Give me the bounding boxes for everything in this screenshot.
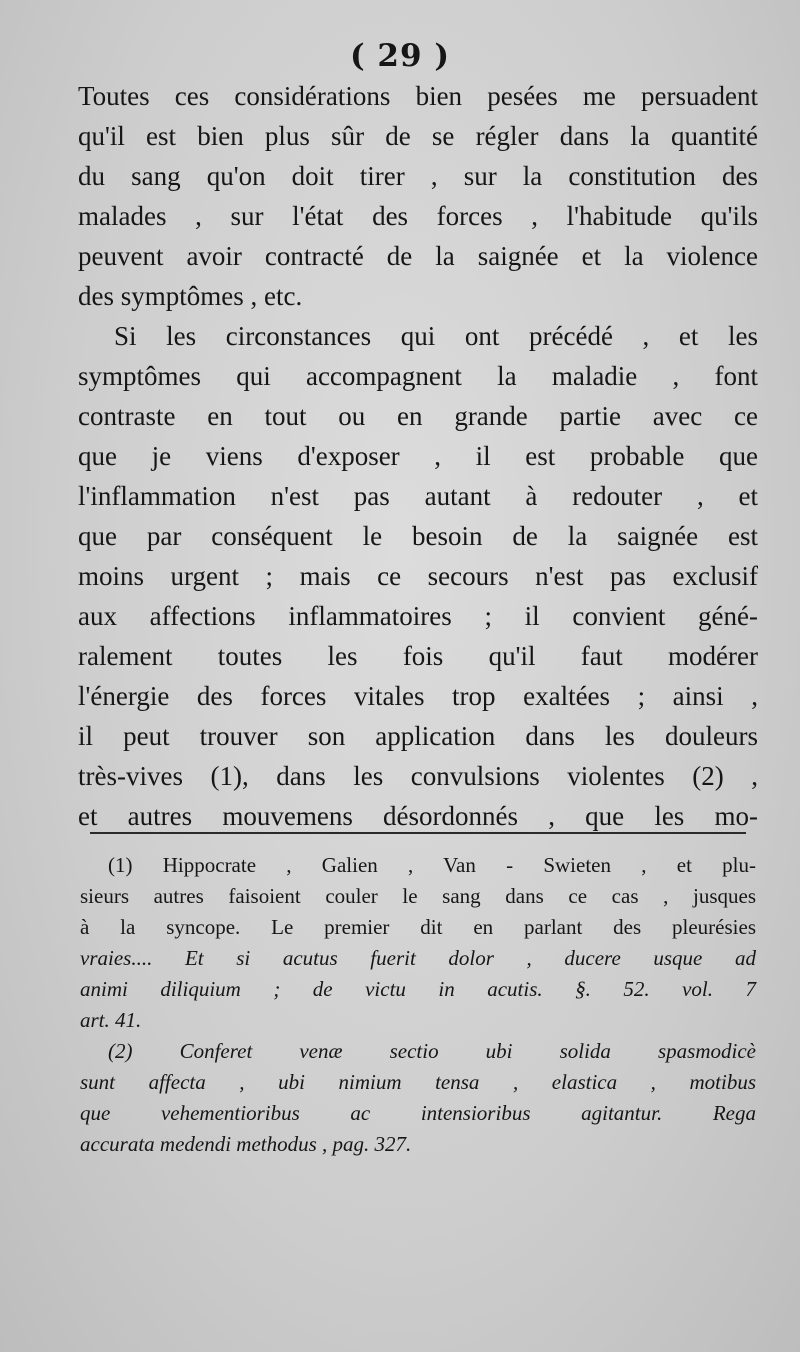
text-line: que par conséquent le besoin de la saignée est: [78, 521, 758, 551]
text-line: très-vives (1), dans les convulsions violentes (2) ,: [78, 761, 758, 791]
footnote-line: (1) Hippocrate , Galien , Van - Swieten , et plu-: [108, 853, 756, 877]
text-line: des symptômes , etc.: [78, 281, 303, 311]
footnote-1: [80, 850, 756, 1036]
footnote-line: animi diliquium ; de victu in acutis. §. 52. vol. 7: [80, 977, 756, 1001]
text-line: du sang qu'on doit tirer , sur la constitution des: [78, 161, 758, 191]
footnote-line: vraies.... Et si acutus fuerit dolor , ducere usque ad: [80, 946, 756, 970]
text-line: ralement toutes les fois qu'il faut modérer: [78, 641, 758, 671]
text-line: contraste en tout ou en grande partie avec ce: [78, 401, 758, 431]
footnote-2: [80, 1036, 756, 1160]
text-line: aux affections inflammatoires ; il convient géné-: [78, 601, 758, 631]
text-line: malades , sur l'état des forces , l'habitude qu'ils: [78, 201, 758, 231]
footnote-line: sieurs autres faisoient couler le sang dans ce cas , jusques: [80, 884, 756, 908]
footnote-line: que vehementioribus ac intensioribus agitantur. Rega: [80, 1101, 756, 1125]
text-line: Toutes ces considérations bien pesées me persuadent: [78, 81, 758, 111]
text-line: il peut trouver son application dans les douleurs: [78, 721, 758, 751]
text-line: peuvent avoir contracté de la saignée et la violence: [78, 241, 758, 271]
footnote-line: sunt affecta , ubi nimium tensa , elastica , motibus: [80, 1070, 756, 1094]
main-text: [78, 76, 758, 836]
text-line: l'énergie des forces vitales trop exaltées ; ainsi ,: [78, 681, 758, 711]
footnotes: [80, 850, 756, 1160]
paragraph-2: [78, 316, 758, 836]
footnote-line: accurata medendi methodus , pag. 327.: [80, 1132, 412, 1156]
text-line: symptômes qui accompagnent la maladie , font: [78, 361, 758, 391]
paragraph-1: [78, 76, 758, 316]
text-line: et autres mouvemens désordonnés , que les mo-: [78, 801, 758, 831]
text-line: l'inflammation n'est pas autant à redouter , et: [78, 481, 758, 511]
text-line: qu'il est bien plus sûr de se régler dans la quantité: [78, 121, 758, 151]
page-number: ( 29 ): [349, 38, 451, 74]
footnote-separator: [90, 832, 746, 834]
text-line: que je viens d'exposer , il est probable que: [78, 441, 758, 471]
footnote-line: (2) Conferet venæ sectio ubi solida spasmodicè: [108, 1039, 756, 1063]
text-line: moins urgent ; mais ce secours n'est pas exclusif: [78, 561, 758, 591]
text-line: Si les circonstances qui ont précédé , et les: [114, 321, 758, 351]
footnote-line: art. 41.: [80, 1008, 142, 1032]
footnote-line: à la syncope. Le premier dit en parlant des pleurésies: [80, 915, 756, 939]
